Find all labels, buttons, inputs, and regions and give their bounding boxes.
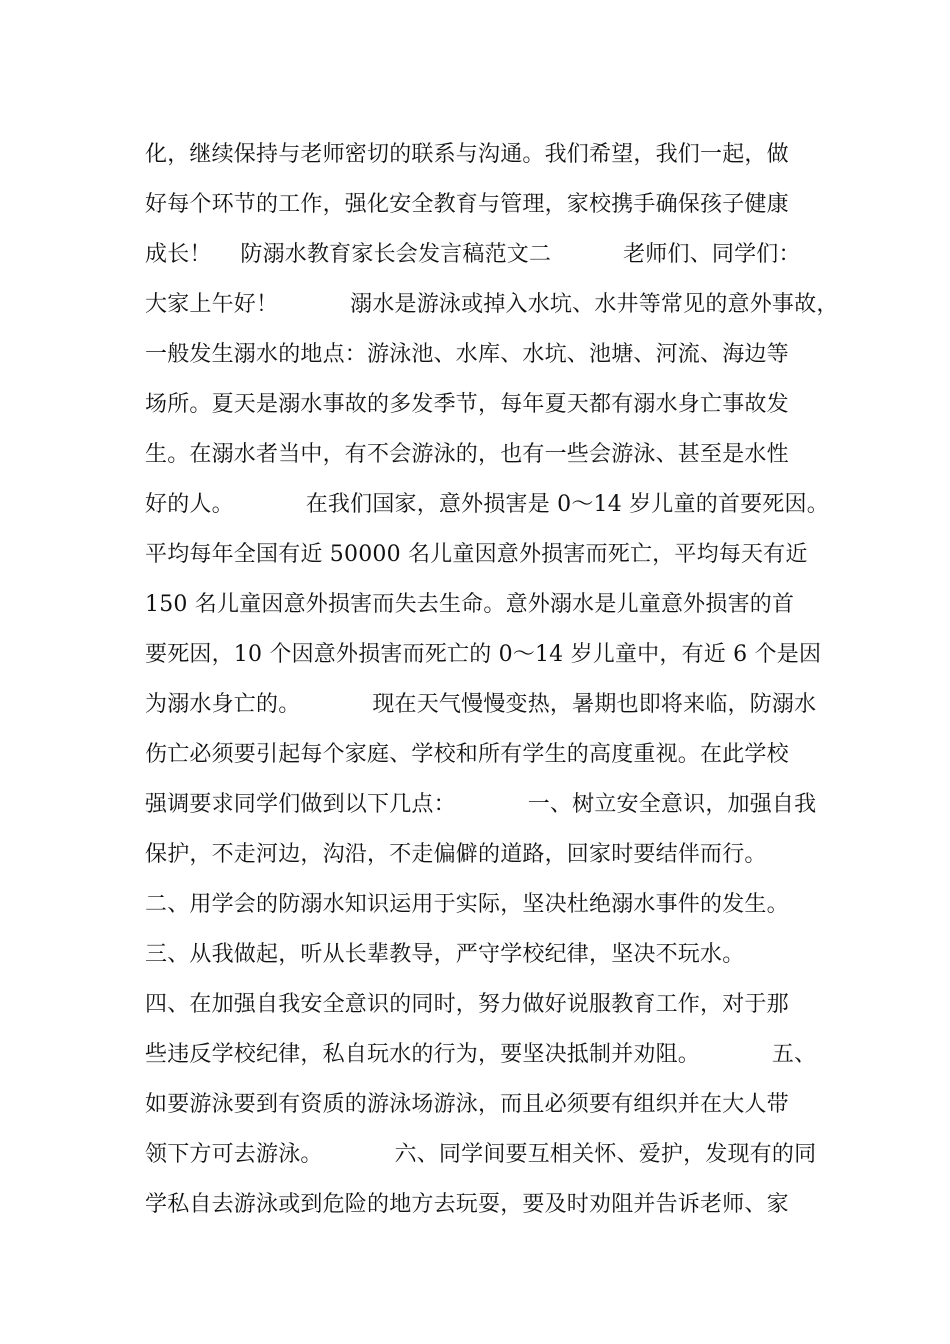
text-line: 好的人。 在我们国家，意外损害是 0～14 岁儿童的首要死因。 [145,492,829,517]
text-line: 四、在加强自我安全意识的同时，努力做好说服教育工作，对于那 [145,992,789,1017]
text-line: 为溺水身亡的。 现在天气慢慢变热，暑期也即将来临，防溺水 [145,692,817,717]
text-line: 如要游泳要到有资质的游泳场游泳，而且必须要有组织并在大人带 [145,1092,789,1117]
text-line: 二、用学会的防溺水知识运用于实际，坚决杜绝溺水事件的发生。 [145,892,789,917]
text-line: 强调要求同学们做到以下几点： 一、树立安全意识，加强自我 [145,792,817,817]
body-text [145,130,839,1230]
text-line: 学私自去游泳或到危险的地方去玩耍，要及时劝阻并告诉老师、家 [145,1192,789,1217]
text-line: 化，继续保持与老师密切的联系与沟通。我们希望，我们一起，做 [145,142,789,167]
text-line: 好每个环节的工作，强化安全教育与管理，家校携手确保孩子健康 [145,192,789,217]
text-line: 领下方可去游泳。 六、同学间要互相关怀、爱护，发现有的同 [145,1142,817,1167]
text-line: 生。在溺水者当中，有不会游泳的，也有一些会游泳、甚至是水性 [145,442,789,467]
text-line: 平均每年全国有近 50000 名儿童因意外损害而死亡，平均每天有近 [145,542,808,567]
text-line: 伤亡必须要引起每个家庭、学校和所有学生的高度重视。在此学校 [145,742,789,767]
text-line: 150 名儿童因意外损害而失去生命。意外溺水是儿童意外损害的首 [145,592,795,617]
text-line: 一般发生溺水的地点：游泳池、水库、水坑、池塘、河流、海边等 [145,342,789,367]
text-line: 场所。夏天是溺水事故的多发季节，每年夏天都有溺水身亡事故发 [145,392,789,417]
text-line: 三、从我做起，听从长辈教导，严守学校纪律，坚决不玩水。 [145,942,745,967]
text-line: 成长！ 防溺水教育家长会发言稿范文二 老师们、同学们： [145,242,801,267]
text-line: 些违反学校纪律，私自玩水的行为，要坚决抵制并劝阻。 五、 [145,1042,817,1067]
text-line: 保护，不走河边，沟沿，不走偏僻的道路，回家时要结伴而行。 [145,842,767,867]
text-line: 大家上午好！ 溺水是游泳或掉入水坑、水井等常见的意外事故， [145,292,839,317]
text-line: 要死因，10 个因意外损害而死亡的 0～14 岁儿童中，有近 6 个是因 [145,642,822,667]
